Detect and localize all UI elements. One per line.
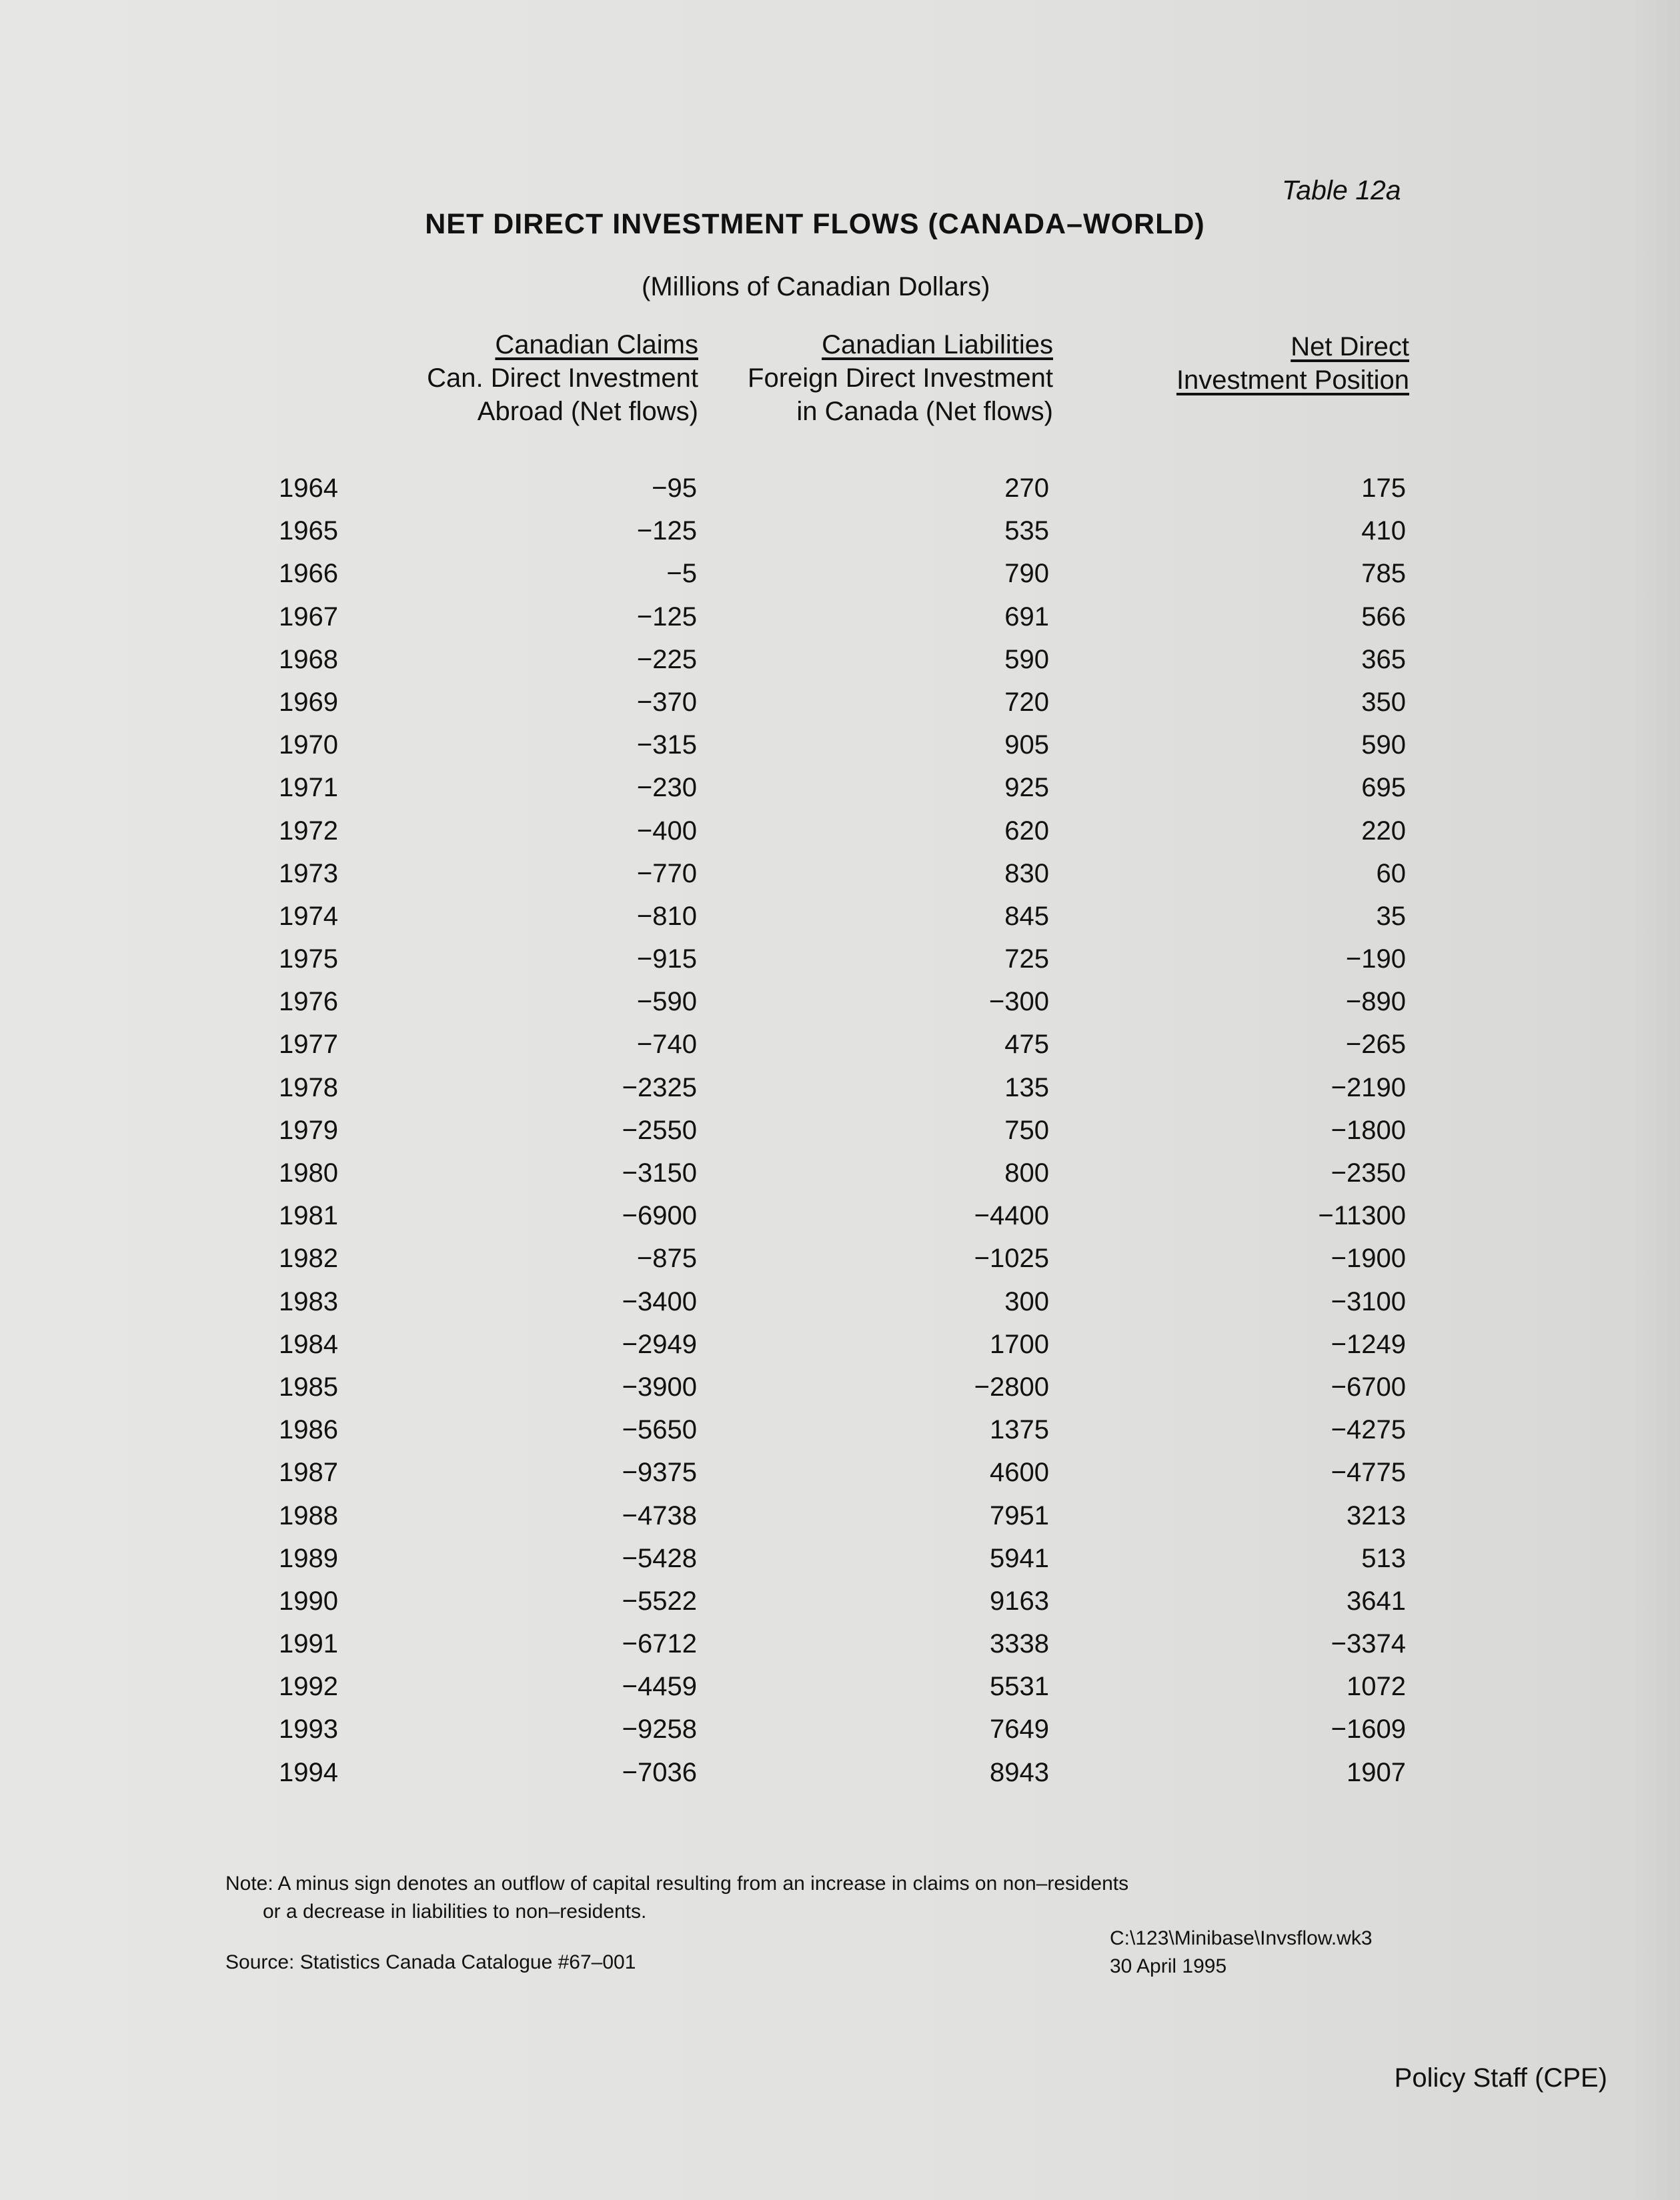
liabilities-cell: 750 (1004, 1115, 1049, 1145)
liabilities-cell: 9163 (990, 1586, 1049, 1616)
table-row (0, 730, 1680, 773)
year-cell: 1992 (279, 1672, 338, 1702)
note-line-1: Note: A minus sign denotes an outflow of capital resulting from an increase in claims on non–residents (225, 1873, 1129, 1895)
claims-cell: −7036 (622, 1757, 697, 1787)
table-row (0, 1287, 1680, 1330)
year-cell: 1980 (279, 1158, 338, 1188)
liabilities-cell: 720 (1004, 687, 1049, 717)
table-note (225, 1870, 1319, 1926)
net-cell: −3374 (1331, 1629, 1406, 1659)
year-cell: 1972 (279, 816, 338, 846)
claims-cell: −6900 (622, 1201, 697, 1231)
liabilities-cell: −300 (988, 987, 1049, 1017)
year-cell: 1964 (279, 473, 338, 503)
liabilities-cell: 535 (1004, 516, 1049, 546)
table-row (0, 1330, 1680, 1372)
liabilities-cell: 135 (1004, 1072, 1049, 1102)
table-row (0, 1629, 1680, 1672)
claims-cell: −5522 (622, 1586, 697, 1616)
liabilities-cell: 1700 (990, 1329, 1049, 1359)
liabilities-heading: Canadian Liabilities (822, 330, 1053, 359)
table-row (0, 859, 1680, 902)
year-cell: 1970 (279, 730, 338, 760)
claims-cell: −230 (636, 773, 697, 803)
year-cell: 1971 (279, 773, 338, 803)
net-cell: 566 (1361, 602, 1406, 632)
liabilities-cell: 830 (1004, 858, 1049, 888)
claims-cell: −4459 (622, 1672, 697, 1702)
liabilities-cell: 790 (1004, 559, 1049, 589)
claims-cell: −95 (652, 473, 697, 503)
table-row (0, 944, 1680, 987)
liabilities-cell: 1375 (990, 1415, 1049, 1445)
year-cell: 1982 (279, 1244, 338, 1274)
claims-cell: −875 (636, 1244, 697, 1274)
net-cell: 350 (1361, 687, 1406, 717)
footer-author: Policy Staff (CPE) (1394, 2063, 1607, 2093)
net-cell: 410 (1361, 516, 1406, 546)
claims-cell: −770 (636, 858, 697, 888)
table-row (0, 902, 1680, 944)
table-row (0, 1158, 1680, 1201)
net-cell: 695 (1361, 773, 1406, 803)
liabilities-cell: 300 (1004, 1286, 1049, 1316)
liabilities-cell: −2800 (974, 1372, 1049, 1402)
table-body (0, 473, 1680, 1801)
table-row (0, 688, 1680, 730)
liabilities-cell: 691 (1004, 602, 1049, 632)
liabilities-cell: 8943 (990, 1757, 1049, 1787)
liabilities-cell: 800 (1004, 1158, 1049, 1188)
year-cell: 1976 (279, 987, 338, 1017)
year-cell: 1987 (279, 1458, 338, 1488)
year-cell: 1978 (279, 1072, 338, 1102)
table-row (0, 1073, 1680, 1116)
liabilities-cell: −1025 (974, 1244, 1049, 1274)
net-cell: 1907 (1347, 1757, 1406, 1787)
claims-cell: −740 (636, 1030, 697, 1060)
year-cell: 1991 (279, 1629, 338, 1659)
liabilities-cell: 590 (1004, 644, 1049, 674)
net-cell: −1609 (1331, 1715, 1406, 1745)
table-row (0, 473, 1680, 516)
claims-cell: −5428 (622, 1543, 697, 1573)
table-row (0, 1586, 1680, 1629)
table-row (0, 987, 1680, 1030)
claims-heading: Canadian Claims (495, 330, 698, 359)
file-reference (1110, 1925, 1373, 1981)
table-row (0, 816, 1680, 859)
table-row (0, 1544, 1680, 1586)
net-cell: −190 (1345, 944, 1406, 974)
table-row (0, 1415, 1680, 1458)
table-row (0, 516, 1680, 559)
net-cell: 513 (1361, 1543, 1406, 1573)
net-cell: −3100 (1331, 1286, 1406, 1316)
claims-cell: −3900 (622, 1372, 697, 1402)
year-cell: 1994 (279, 1757, 338, 1787)
file-path: C:\123\Minibase\Invsflow.wk3 (1110, 1927, 1373, 1949)
liabilities-subheading-1: Foreign Direct Investment (748, 363, 1053, 393)
year-cell: 1985 (279, 1372, 338, 1402)
table-row (0, 1672, 1680, 1715)
claims-cell: −2550 (622, 1115, 697, 1145)
table-row (0, 1030, 1680, 1072)
year-cell: 1966 (279, 559, 338, 589)
net-cell: 3213 (1347, 1500, 1406, 1530)
net-cell: −2190 (1331, 1072, 1406, 1102)
liabilities-cell: 4600 (990, 1458, 1049, 1488)
net-cell: −1800 (1331, 1115, 1406, 1145)
year-cell: 1965 (279, 516, 338, 546)
net-cell: 220 (1361, 816, 1406, 846)
claims-subheading-2: Abroad (Net flows) (477, 397, 698, 426)
year-cell: 1981 (279, 1201, 338, 1231)
net-cell: −4775 (1331, 1458, 1406, 1488)
table-row (0, 773, 1680, 816)
claims-cell: −590 (636, 987, 697, 1017)
net-cell: −4275 (1331, 1415, 1406, 1445)
table-row (0, 602, 1680, 645)
claims-cell: −2949 (622, 1329, 697, 1359)
liabilities-cell: 270 (1004, 473, 1049, 503)
table-row (0, 1458, 1680, 1500)
net-cell: −11300 (1318, 1201, 1406, 1231)
claims-cell: −3150 (622, 1158, 697, 1188)
table-row (0, 1244, 1680, 1286)
liabilities-cell: 5531 (990, 1672, 1049, 1702)
liabilities-cell: 3338 (990, 1629, 1049, 1659)
source-citation: Source: Statistics Canada Catalogue #67–001 (225, 1951, 636, 1973)
liabilities-cell: 7649 (990, 1715, 1049, 1745)
net-cell: −1249 (1331, 1329, 1406, 1359)
claims-cell: −9375 (622, 1458, 697, 1488)
table-row (0, 1715, 1680, 1757)
table-subtitle: (Millions of Canadian Dollars) (642, 272, 990, 301)
table-row (0, 1201, 1680, 1244)
note-line-2: or a decrease in liabilities to non–residents. (263, 1901, 647, 1923)
table-title-text: NET DIRECT INVESTMENT FLOWS (CANADA–WORLD) (425, 208, 1205, 240)
table-row (0, 1501, 1680, 1544)
year-cell: 1990 (279, 1586, 338, 1616)
year-cell: 1989 (279, 1543, 338, 1573)
claims-cell: −400 (636, 816, 697, 846)
year-cell: 1988 (279, 1500, 338, 1530)
net-heading: Net Direct (1291, 332, 1409, 361)
claims-cell: −2325 (622, 1072, 697, 1102)
table-row (0, 559, 1680, 602)
column-header-claims (427, 328, 698, 428)
net-cell: −6700 (1331, 1372, 1406, 1402)
year-cell: 1969 (279, 687, 338, 717)
table-row (0, 1372, 1680, 1415)
net-subheading: Investment Position (1176, 365, 1409, 395)
claims-cell: −315 (636, 730, 697, 760)
table-row (0, 1758, 1680, 1801)
claims-cell: −5650 (622, 1415, 697, 1445)
net-cell: −1900 (1331, 1244, 1406, 1274)
liabilities-cell: 620 (1004, 816, 1049, 846)
year-cell: 1975 (279, 944, 338, 974)
claims-cell: −9258 (622, 1715, 697, 1745)
net-cell: 3641 (1347, 1586, 1406, 1616)
claims-cell: −4738 (622, 1500, 697, 1530)
liabilities-cell: 905 (1004, 730, 1049, 760)
net-cell: 785 (1361, 559, 1406, 589)
liabilities-cell: 845 (1004, 901, 1049, 931)
year-cell: 1993 (279, 1715, 338, 1745)
liabilities-cell: 725 (1004, 944, 1049, 974)
net-cell: −890 (1345, 987, 1406, 1017)
column-header-liabilities (748, 328, 1053, 428)
net-cell: 60 (1376, 858, 1406, 888)
claims-cell: −810 (636, 901, 697, 931)
year-cell: 1984 (279, 1329, 338, 1359)
claims-cell: −370 (636, 687, 697, 717)
net-cell: 35 (1376, 901, 1406, 931)
year-cell: 1968 (279, 644, 338, 674)
claims-subheading-1: Can. Direct Investment (427, 363, 698, 393)
year-cell: 1973 (279, 858, 338, 888)
document-date: 30 April 1995 (1110, 1955, 1227, 1977)
net-cell: −265 (1345, 1030, 1406, 1060)
year-cell: 1979 (279, 1115, 338, 1145)
table-row (0, 1116, 1680, 1158)
net-cell: 365 (1361, 644, 1406, 674)
claims-cell: −6712 (622, 1629, 697, 1659)
year-cell: 1977 (279, 1030, 338, 1060)
table-title (0, 208, 1641, 241)
year-cell: 1986 (279, 1415, 338, 1445)
liabilities-cell: 475 (1004, 1030, 1049, 1060)
liabilities-cell: 925 (1004, 773, 1049, 803)
column-header-net (1176, 330, 1409, 397)
net-cell: 1072 (1347, 1672, 1406, 1702)
claims-cell: −125 (636, 516, 697, 546)
table-label: Table 12a (1282, 175, 1401, 205)
year-cell: 1967 (279, 602, 338, 632)
liabilities-cell: 5941 (990, 1543, 1049, 1573)
claims-cell: −3400 (622, 1286, 697, 1316)
claims-cell: −125 (636, 602, 697, 632)
net-cell: −2350 (1331, 1158, 1406, 1188)
liabilities-subheading-2: in Canada (Net flows) (796, 397, 1053, 426)
year-cell: 1974 (279, 901, 338, 931)
net-cell: 590 (1361, 730, 1406, 760)
claims-cell: −225 (636, 644, 697, 674)
liabilities-cell: 7951 (990, 1500, 1049, 1530)
claims-cell: −5 (666, 559, 697, 589)
year-cell: 1983 (279, 1286, 338, 1316)
liabilities-cell: −4400 (974, 1201, 1049, 1231)
table-row (0, 645, 1680, 688)
claims-cell: −915 (636, 944, 697, 974)
net-cell: 175 (1361, 473, 1406, 503)
